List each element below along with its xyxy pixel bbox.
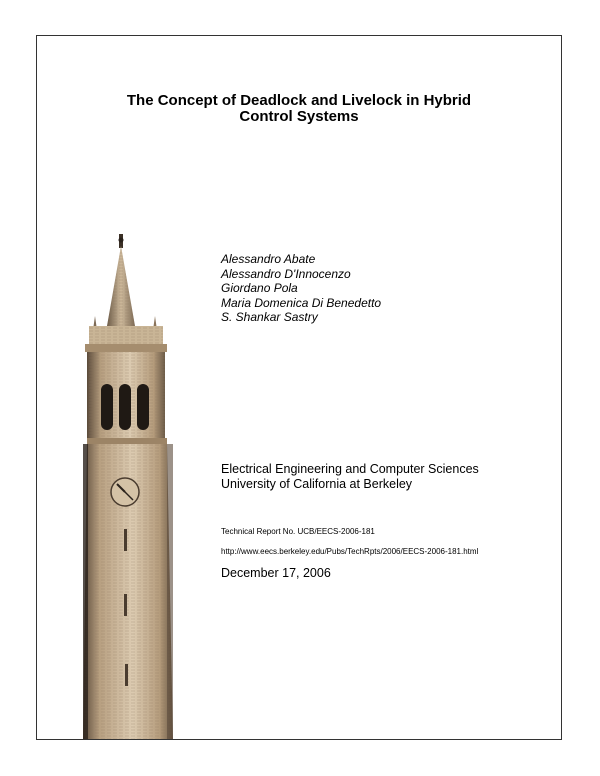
campanile-tower-illustration: [77, 234, 197, 740]
report-url[interactable]: http://www.eecs.berkeley.edu/Pubs/TechRpts/2006/EECS-2006-181.html: [221, 547, 479, 556]
author-name: Maria Domenica Di Benedetto: [221, 295, 382, 310]
author-name: Giordano Pola: [221, 281, 298, 295]
author-name: Alessandro D'Innocenzo: [221, 266, 351, 281]
author-name: Alessandro Abate: [221, 252, 316, 266]
report-title-line-1: The Concept of Deadlock and Livelock in Hybrid: [126, 92, 472, 109]
report-title: [37, 93, 561, 125]
author-name: S. Shankar Sastry: [221, 310, 318, 324]
department-name: Electrical Engineering and Computer Sciences: [221, 462, 479, 476]
university-name: University of California at Berkeley: [221, 477, 413, 491]
report-info: [221, 522, 478, 562]
report-number: Technical Report No. UCB/EECS-2006-181: [221, 527, 375, 536]
department-block: [221, 462, 479, 492]
report-date: December 17, 2006: [221, 566, 331, 580]
report-title-line-2: Control Systems: [239, 108, 359, 125]
report-cover-page: [36, 35, 562, 740]
author-list: [221, 252, 381, 325]
